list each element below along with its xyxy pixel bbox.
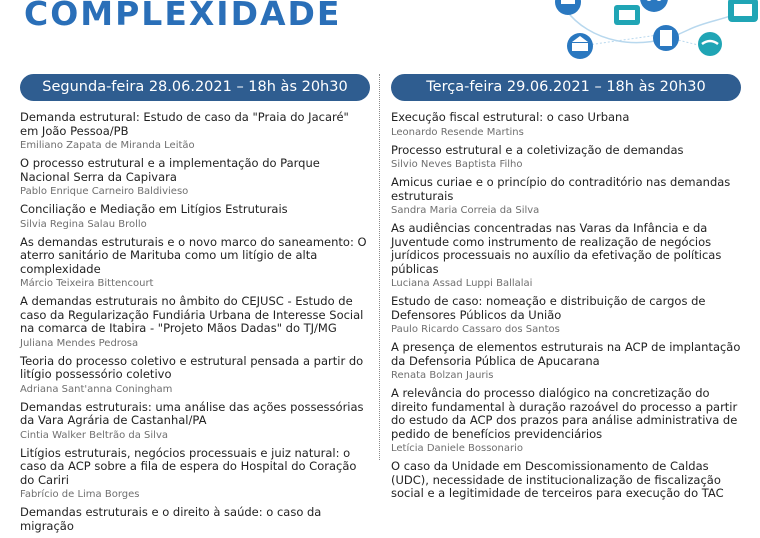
entry-title: O caso da Unidade em Descomissionamento de Caldas (UDC), necessidade de institucionalização de fiscalização social e a legitimidade de terceiros para execução do TAC — [391, 459, 724, 500]
entry-author: Pablo Enrique Carneiro Baldivieso — [20, 186, 189, 197]
entry-title: Amicus curiae e o princípio do contraditório nas demandas estruturais — [391, 175, 731, 203]
list-item — [20, 111, 370, 152]
list-item — [391, 222, 741, 290]
entry-title: Processo estrutural e a coletivização de demandas — [391, 142, 684, 157]
entry-title: As demandas estruturais e o novo marco do saneamento: O aterro sanitário de Marituba como um litígio de alta complexidade — [20, 234, 367, 276]
entry-author: Leonardo Resende Martins — [391, 126, 524, 138]
entry-author: Letícia Daniele Bossonario — [391, 443, 524, 454]
window-icon — [728, 0, 758, 22]
entry-title: A demandas estruturais no âmbito do CEJUSC - Estudo de caso da Regularização Fundiária Urbana de Interesse Social na comarca de Itabira - "Projeto Mãos Dadas" do TJ/MG — [20, 294, 364, 335]
list-item — [391, 111, 741, 139]
entry-author: Silvia Regina Salau Brollo — [20, 218, 147, 230]
entry-title: Demanda estrutural: Estudo de caso da "Praia do Jacaré" em João Pessoa/PB — [20, 110, 349, 138]
list-item — [391, 176, 741, 217]
page-title: COMPLEXIDADE — [24, 0, 342, 33]
list-item — [20, 506, 370, 533]
handshake-icon — [698, 32, 722, 56]
day-header-tuesday: Terça-feira 29.06.2021 – 18h às 20h30 — [391, 74, 741, 101]
entry-title: Execução fiscal estrutural: o caso Urbana — [391, 110, 630, 124]
entry-title: Demandas estruturais: uma análise das ações possessórias da Vara Agrária de Castanhal/PA — [20, 399, 364, 427]
entry-author: Cintia Walker Beltrão da Silva — [20, 429, 168, 441]
entry-title: As audiências concentradas nas Varas da Infância e da Juventude como instrumento de realização de negócios jurídicos processuais no auxílio da efetivação de políticas públicas — [391, 221, 722, 276]
entry-author: Sandra Maria Correia da Silva — [391, 205, 540, 216]
entry-author: Renata Bolzan Jauris — [391, 370, 494, 381]
entry-author: Fabrício de Lima Borges — [20, 489, 140, 500]
entry-title: A relevância do processo dialógico na concretização do direito fundamental à duração razoável do processo a partir do estudo da ACP dos prazos para análise administrativa de pedido de benefícios previdenciários — [391, 386, 738, 441]
entry-title: Demandas estruturais e o direito à saúde: o caso da migração — [20, 505, 322, 533]
list-item — [391, 387, 741, 455]
list-item — [391, 341, 741, 382]
column-divider — [379, 74, 380, 460]
entry-author: Luciana Assad Luppi Ballalai — [391, 278, 533, 289]
list-item — [20, 157, 370, 198]
tuesday-column — [391, 74, 741, 506]
list-item — [20, 447, 370, 502]
entry-title: Teoria do processo coletivo e estrutural pensada a partir do litígio possessório coletivo — [20, 353, 364, 381]
list-item — [20, 401, 370, 442]
entry-author: Márcio Teixeira Bittencourt — [20, 278, 154, 289]
entry-author: Adriana Sant'anna Coningham — [20, 383, 173, 395]
network-illustration — [548, 0, 760, 62]
document-icon — [653, 25, 679, 51]
list-item — [20, 236, 370, 291]
card-icon — [614, 5, 640, 25]
list-item — [391, 144, 741, 172]
entry-title: O processo estrutural e a implementação do Parque Nacional Serra da Capivara — [20, 156, 320, 184]
entry-author: Silvio Neves Baptista Filho — [391, 159, 523, 170]
people-icon — [640, 0, 668, 12]
entry-author: Juliana Mendes Pedrosa — [20, 337, 139, 349]
entry-author: Emiliano Zapata de Miranda Leitão — [20, 140, 195, 151]
entry-title: A presença de elementos estruturais na ACP de implantação da Defensoria Pública de Apucarana — [391, 340, 741, 368]
entry-title: Conciliação e Mediação em Litígios Estruturais — [20, 202, 288, 216]
list-item — [20, 203, 370, 231]
court-icon — [567, 33, 593, 59]
entry-title: Estudo de caso: nomeação e distribuição de cargos de Defensores Públicos da União — [391, 294, 706, 322]
list-item — [20, 355, 370, 396]
day-header-monday: Segunda-feira 28.06.2021 – 18h às 20h30 — [20, 74, 370, 101]
list-item — [391, 295, 741, 336]
list-item — [391, 460, 741, 501]
list-item — [20, 295, 370, 350]
entry-title: Litígios estruturais, negócios processuais e juiz natural: o caso da ACP sobre a fila de espera do Hospital do Coração do Cariri — [20, 445, 357, 487]
monday-column — [20, 74, 370, 538]
laptop-icon — [555, 0, 581, 15]
entry-author: Paulo Ricardo Cassaro dos Santos — [391, 324, 560, 335]
